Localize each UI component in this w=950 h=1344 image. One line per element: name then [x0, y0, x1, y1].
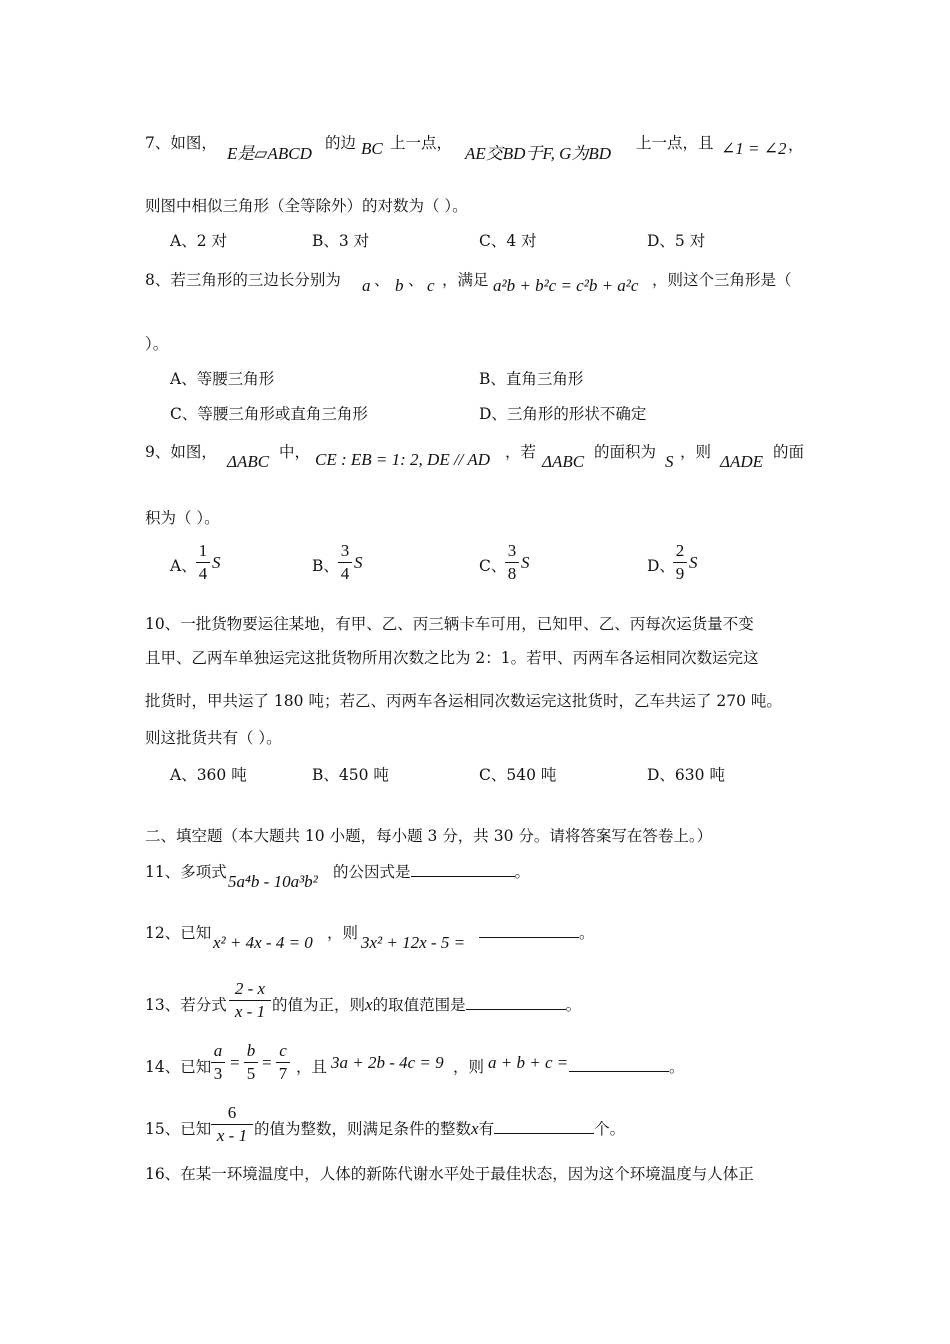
- q9-option-c-var: S: [521, 553, 530, 572]
- q7-text-point: 上一点，: [390, 134, 453, 152]
- q9-math-s: S: [665, 452, 674, 471]
- q14-text-and: ，且: [296, 1058, 328, 1076]
- fraction-numerator: a: [213, 1041, 223, 1060]
- q9-option-c-fraction: [505, 541, 519, 584]
- q8-option-a: A、等腰三角形: [170, 370, 275, 388]
- q9-option-d-fraction: [673, 541, 687, 584]
- fraction-bar: [276, 1062, 290, 1063]
- q8-sep1: 、: [374, 271, 390, 289]
- q12-expr2: 3x² + 12x - 5 =: [361, 933, 466, 952]
- q7-option-a: A、2 对: [170, 232, 227, 250]
- q9-option-a-var: S: [212, 553, 221, 572]
- fraction-numerator: c: [279, 1041, 287, 1060]
- fraction-numerator: 6: [227, 1103, 237, 1122]
- fraction-denominator: x - 1: [234, 1002, 266, 1021]
- q9-text-area: 的面积为: [594, 443, 657, 461]
- fraction-denominator: 5: [246, 1064, 256, 1083]
- q12-text-then: ，则: [327, 924, 359, 942]
- q14-answer: [569, 1055, 685, 1077]
- q11-answer-blank[interactable]: [411, 860, 515, 877]
- q9-math-abc2: ΔABC: [542, 452, 585, 471]
- q10-line1: 10、一批货物要运往某地，有甲、乙、丙三辆卡车可用，已知甲、乙、丙每次运货量不变: [145, 615, 754, 633]
- q7-text-and: 上一点，且: [636, 134, 714, 152]
- q13-end: 。: [565, 996, 582, 1014]
- fraction-denominator: 8: [507, 564, 517, 583]
- q9-option-a: A、: [170, 557, 197, 575]
- fraction-bar: [338, 562, 352, 563]
- fraction-bar: [673, 562, 687, 563]
- fraction-denominator: 9: [675, 564, 685, 583]
- q9-option-d-var: S: [689, 553, 698, 572]
- q7-text-edge: 的边: [325, 134, 357, 152]
- fraction-bar: [196, 562, 210, 563]
- q8-math-a: a: [362, 276, 371, 295]
- q10-option-b: B、450 吨: [312, 766, 389, 784]
- q8-option-c: C、等腰三角形或直角三角形: [170, 405, 368, 423]
- q12-answer: [479, 921, 595, 943]
- q15-number: 15、已知: [145, 1120, 212, 1138]
- q11-text: [333, 860, 530, 882]
- q11-number: 11、多项式: [145, 863, 227, 881]
- fraction-numerator: b: [246, 1041, 256, 1060]
- q13-number: 13、若分式: [145, 996, 227, 1014]
- fraction-numerator: 2 - x: [234, 979, 266, 998]
- q8-sep2: 、: [408, 271, 424, 289]
- q9-option-b-fraction: [338, 541, 352, 584]
- fraction-bar: [229, 1000, 271, 1001]
- q7-option-c: C、4 对: [479, 232, 537, 250]
- fraction-denominator: 7: [278, 1064, 288, 1083]
- q9-option-d: D、: [647, 557, 675, 575]
- q9-math-abc: ΔABC: [227, 452, 270, 471]
- q9-option-a-fraction: [196, 541, 210, 584]
- fraction-numerator: 1: [198, 541, 208, 560]
- q12-expr1: x² + 4x - 4 = 0: [213, 933, 313, 952]
- q8-number: 8、若三角形的三边长分别为: [145, 271, 341, 289]
- q7-option-b: B、3 对: [312, 232, 370, 250]
- q12-number: 12、已知: [145, 924, 212, 942]
- q16-line1: 16、在某一环境温度中，人体的新陈代谢水平处于最佳状态，因为这个环境温度与人体正: [145, 1165, 754, 1183]
- q14-eq2: =: [262, 1053, 272, 1072]
- q13-fraction: [229, 979, 271, 1022]
- q8-option-d: D、三角形的形状不确定: [479, 405, 647, 423]
- fraction-bar: [244, 1062, 258, 1063]
- q10-line2: 且甲、乙两车单独运完这批货物所用次数之比为 2：1。若甲、丙两车各运相同次数运完这: [145, 649, 759, 667]
- q7-option-d: D、5 对: [647, 232, 706, 250]
- q7-line2: 则图中相似三角形（全等除外）的对数为（ ）。: [145, 197, 468, 215]
- q8-math-b: b: [395, 276, 404, 295]
- fraction-denominator: 4: [198, 564, 208, 583]
- fraction-bar: [211, 1124, 253, 1125]
- q8-text-then: ，则这个三角形是（: [652, 271, 792, 289]
- q11-end: 。: [514, 863, 531, 881]
- q9-text-if: ，若: [505, 443, 537, 461]
- q13-label: 的值为正，则: [272, 996, 366, 1014]
- q9-number: 9、如图，: [145, 443, 217, 461]
- q9-line2: 积为（ ）。: [145, 509, 220, 527]
- q8-text-satisfy: ，满足: [442, 271, 489, 289]
- q9-text-area2: 的面: [773, 443, 805, 461]
- q13-answer-blank[interactable]: [466, 993, 566, 1010]
- q9-option-c: C、: [479, 557, 507, 575]
- q14-answer-blank[interactable]: [569, 1055, 669, 1072]
- q7-math-bc: BC: [361, 139, 383, 158]
- fraction-bar: [505, 562, 519, 563]
- q10-line4: 则这批货共有（ ）。: [145, 729, 282, 747]
- fraction-numerator: 3: [507, 541, 517, 560]
- q10-option-c: C、540 吨: [479, 766, 557, 784]
- q14-expr1: 3a + 2b - 4c = 9: [331, 1053, 444, 1072]
- fraction-denominator: 4: [340, 564, 350, 583]
- q15-fraction: [211, 1103, 253, 1146]
- q11-expr: 5a⁴b - 10a³b²: [228, 872, 318, 891]
- q13-label2: 的取值范围是: [372, 996, 466, 1014]
- q8-line2: ）。: [145, 335, 169, 353]
- q9-option-b: B、: [312, 557, 339, 575]
- q15-label2: 有: [478, 1120, 495, 1138]
- q11-label: 的公因式是: [333, 863, 411, 881]
- q8-option-b: B、直角三角形: [479, 370, 584, 388]
- q14-fraction-b: [244, 1041, 258, 1084]
- fraction-denominator: x - 1: [216, 1126, 248, 1145]
- q13-var: x: [365, 995, 373, 1014]
- q7-math-angles: ∠1 = ∠2: [721, 139, 787, 158]
- fraction-denominator: 3: [213, 1064, 223, 1083]
- q7-comma: ，: [788, 136, 804, 154]
- q10-option-a: A、360 吨: [170, 766, 247, 784]
- q8-equation: a²b + b²c = c²b + a²c: [493, 276, 639, 295]
- fraction-bar: [211, 1062, 225, 1063]
- q15-end: 个。: [594, 1120, 626, 1138]
- q9-text-in: 中，: [279, 443, 311, 461]
- q15-var: x: [471, 1119, 479, 1138]
- q14-end: 。: [669, 1058, 685, 1076]
- q15-text: [254, 1117, 625, 1139]
- fraction-numerator: 3: [340, 541, 350, 560]
- q7-math-ae: AE交BD于F, G为BD: [465, 144, 612, 163]
- q14-fraction-c: [276, 1041, 290, 1084]
- q15-answer-blank[interactable]: [494, 1117, 594, 1134]
- q7-number: 7、如图，: [145, 134, 217, 152]
- q8-math-c: c: [427, 276, 435, 295]
- fraction-numerator: 2: [675, 541, 685, 560]
- q14-fraction-a: [211, 1041, 225, 1084]
- q9-option-b-var: S: [354, 553, 363, 572]
- q12-end: 。: [579, 924, 595, 942]
- q9-text-then: ，则: [680, 443, 712, 461]
- q9-math-ratio: CE : EB = 1: 2, DE // AD: [315, 450, 490, 469]
- q10-option-d: D、630 吨: [647, 766, 725, 784]
- q13-text: [272, 993, 581, 1015]
- q9-math-ade: ΔADE: [720, 452, 764, 471]
- q12-answer-blank[interactable]: [479, 921, 579, 938]
- q14-eq1: =: [230, 1053, 240, 1072]
- q14-expr2: a + b + c =: [488, 1053, 569, 1072]
- q15-label: 的值为整数，则满足条件的整数: [254, 1120, 472, 1138]
- q14-text-then: ，则: [453, 1058, 485, 1076]
- q7-math-parallelogram: E是▱ABCD: [227, 144, 312, 163]
- section-2-title: 二、填空题（本大题共 10 小题，每小题 3 分，共 30 分。请将答案写在答卷上。）: [145, 827, 713, 845]
- q14-number: 14、已知: [145, 1058, 212, 1076]
- q10-line3: 批货时，甲共运了 180 吨；若乙、丙两车各运相同次数运完这批货时，乙车共运了 270 吨。: [145, 692, 782, 710]
